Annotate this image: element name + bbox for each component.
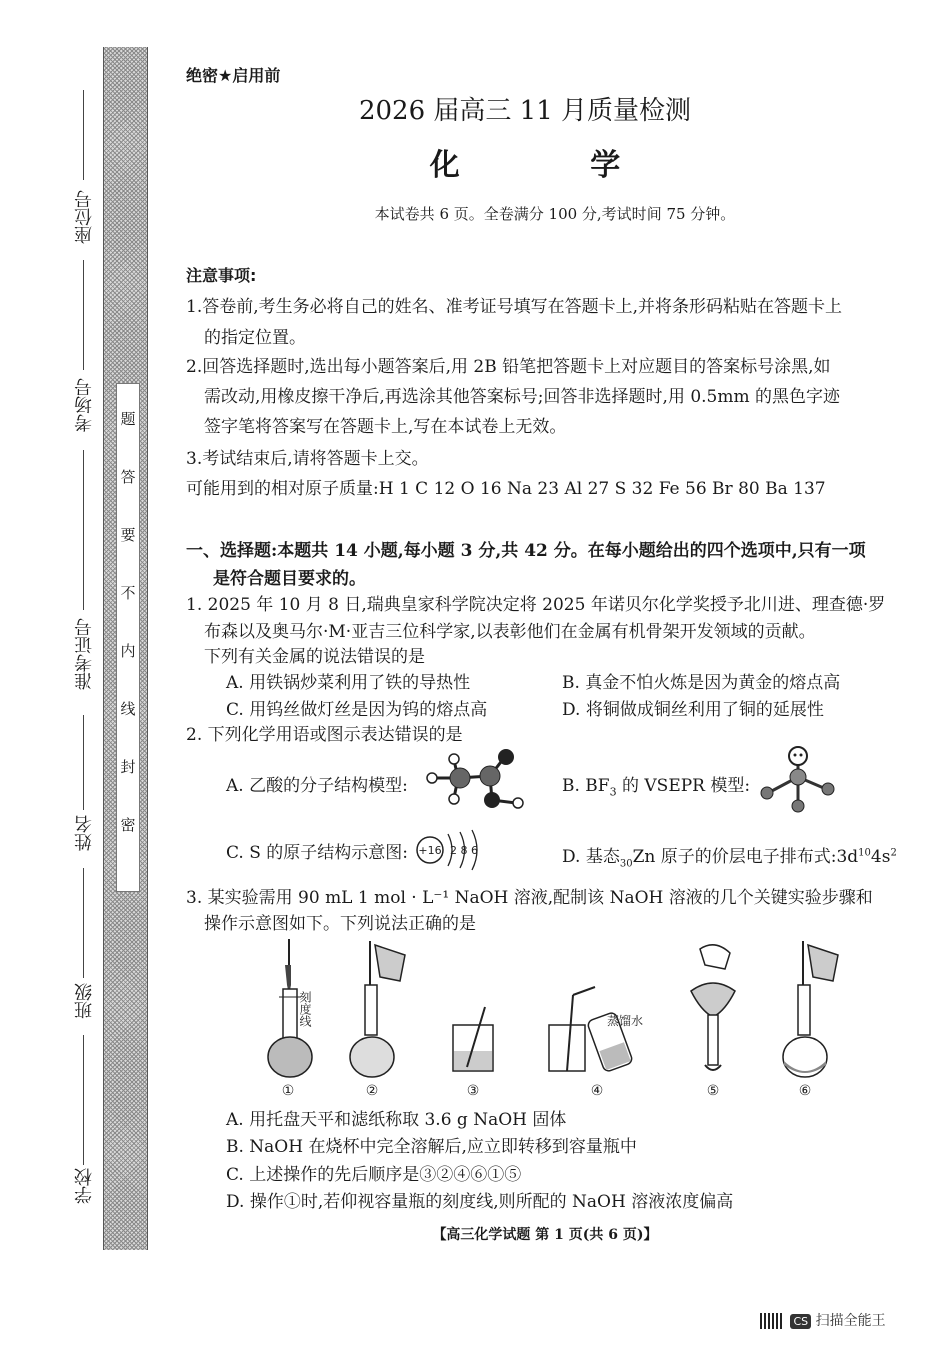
q1-option-a: A. 用铁锅炒菜利用了铁的导热性 <box>226 673 471 693</box>
atomic-mass-line: 可能用到的相对原子质量:H 1 C 12 O 16 Na 23 Al 27 S 32 Fe 56 Br 80 Ba 137 <box>186 479 826 499</box>
confidential-mark: 绝密★启用前 <box>186 66 281 85</box>
bf3-vsepr-model <box>758 745 843 817</box>
admission-ticket-label: 准考证号 <box>74 618 95 690</box>
q1-stem-line-2: 布森以及奥马尔·M·亚吉三位科学家,以表彰他们在金属有机骨架开发领域的贡献。 <box>204 622 816 642</box>
step-3-beaker <box>453 1007 493 1099</box>
exam-title: 2026 届高三 11 月质量检测 <box>358 96 692 126</box>
q2-stem: 2. 下列化学用语或图示表达错误的是 <box>186 725 463 745</box>
seal-char: 要 <box>120 526 136 544</box>
q3-option-d: D. 操作①时,若仰视容量瓶的刻度线,则所配的 NaOH 溶液浓度偏高 <box>226 1192 734 1212</box>
step-label: ① <box>281 1083 295 1099</box>
step-6-flask <box>783 941 838 1099</box>
blank-line <box>83 1035 84 1165</box>
q1-stem-line-3: 下列有关金属的说法错误的是 <box>204 647 425 667</box>
step-2-flask <box>350 941 405 1099</box>
seal-char: 封 <box>120 758 136 776</box>
section-heading-line-1: 一、选择题:本题共 14 小题,每小题 3 分,共 42 分。在每小题给出的四个选项中,只有一项 <box>186 541 866 561</box>
scanner-watermark <box>760 1310 886 1330</box>
mark-line-label: 刻度线 <box>298 991 312 1027</box>
step-label: ② <box>365 1083 379 1099</box>
section-heading-line-2: 是符合题目要求的。 <box>213 569 366 589</box>
step-label: ⑤ <box>706 1083 720 1099</box>
seat-number-label: 座位号 <box>74 190 95 244</box>
acetic-acid-model <box>420 748 530 813</box>
q3-stem-line-1: 3. 某实验需用 90 mL 1 mol · L⁻¹ NaOH 溶液,配制该 NaOH 溶液的几个关键实验步骤和 <box>186 888 873 908</box>
seal-char: 密 <box>120 816 136 834</box>
exam-room-label: 考场号 <box>74 378 95 432</box>
cs-logo-icon: CS <box>790 1314 811 1329</box>
sulfur-atom-diagram <box>414 826 494 876</box>
step-label: ④ <box>590 1083 604 1099</box>
step-label: ⑥ <box>798 1083 812 1099</box>
step-4-wash <box>549 987 643 1099</box>
q1-option-d: D. 将铜做成铜丝利用了铜的延展性 <box>562 700 824 720</box>
solution-prep-figure <box>255 935 855 1105</box>
blank-line <box>83 715 84 810</box>
seal-char: 题 <box>120 410 136 428</box>
nucleus-charge: +16 <box>418 844 442 857</box>
school-label: 学校 <box>74 1168 95 1204</box>
subject-title: 化 学 <box>429 148 681 183</box>
seal-char: 内 <box>120 642 136 660</box>
class-label: 班级 <box>74 983 95 1019</box>
step-5-invert <box>691 945 735 1099</box>
note-1-line-1: 1.答卷前,考生务必将自己的姓名、准考证号填写在答题卡上,并将条形码粘贴在答题卡上 <box>186 297 843 317</box>
seal-char: 答 <box>120 468 136 486</box>
q1-stem-line-1: 1. 2025 年 10 月 8 日,瑞典皇家科学院决定将 2025 年诺贝尔化学奖授予北川进、理查德·罗 <box>186 595 886 615</box>
distilled-water-label: 蒸馏水 <box>607 1014 644 1028</box>
q2-option-b: B. $BF_3$ 的 VSEPR 模型: <box>562 776 751 799</box>
notes-heading: 注意事项: <box>186 266 257 285</box>
note-2-line-2: 需改动,用橡皮擦干净后,再选涂其他答案标号;回答非选择题时,用 0.5mm 的黑色字迹 <box>204 387 841 407</box>
step-1-flask <box>268 939 312 1099</box>
q1-option-c: C. 用钨丝做灯丝是因为钨的熔点高 <box>226 700 488 720</box>
note-2-line-1: 2.回答选择题时,选出每小题答案后,用 2B 铅笔把答题卡上对应题目的答案标号涂黑,如 <box>186 357 831 377</box>
electron-shells: 2 8 6 <box>450 844 478 857</box>
seal-line-box <box>116 383 140 892</box>
exam-info: 本试卷共 6 页。全卷满分 100 分,考试时间 75 分钟。 <box>374 205 736 223</box>
seal-char: 线 <box>120 700 136 718</box>
q3-stem-line-2: 操作示意图如下。下列说法正确的是 <box>204 914 476 934</box>
qr-code-icon <box>760 1313 782 1329</box>
q1-option-b: B. 真金不怕火炼是因为黄金的熔点高 <box>562 673 841 693</box>
blank-line <box>83 450 84 610</box>
page-footer: 【高三化学试题 第 1 页(共 6 页)】 <box>432 1227 658 1243</box>
note-1-line-2: 的指定位置。 <box>204 328 306 348</box>
q3-option-a: A. 用托盘天平和滤纸称取 3.6 g NaOH 固体 <box>226 1110 567 1130</box>
blank-line <box>83 260 84 370</box>
blank-line <box>83 868 84 978</box>
q2-option-c: C. S 的原子结构示意图: <box>226 843 408 863</box>
q2-option-a: A. 乙酸的分子结构模型: <box>226 776 408 796</box>
q3-option-c: C. 上述操作的先后顺序是③②④⑥①⑤ <box>226 1165 522 1185</box>
note-3: 3.考试结束后,请将答题卡上交。 <box>186 449 429 469</box>
seal-char: 不 <box>120 584 136 602</box>
name-label: 姓名 <box>74 815 95 851</box>
note-2-line-3: 签字笔将答案写在答题卡上,写在本试卷上无效。 <box>204 417 567 437</box>
q3-option-b: B. NaOH 在烧杯中完全溶解后,应立即转移到容量瓶中 <box>226 1137 637 1157</box>
scanner-text: 扫描全能王 <box>815 1313 886 1329</box>
step-label: ③ <box>466 1083 480 1099</box>
q2-option-d: D. 基态$_{30}$Zn 原子的价层电子排布式$:3d^{10}4s^2$ <box>562 847 897 870</box>
